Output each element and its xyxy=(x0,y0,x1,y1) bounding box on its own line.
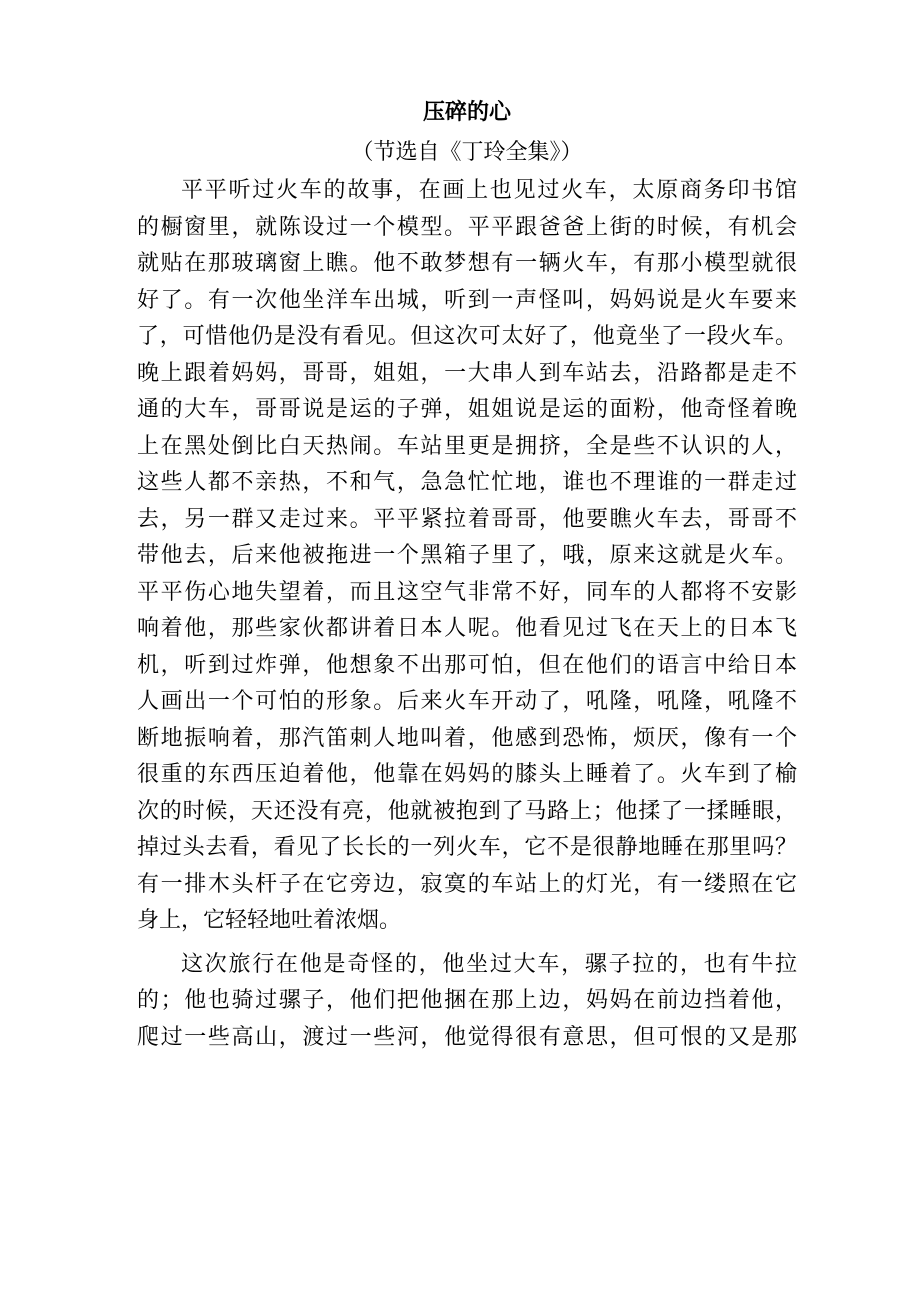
text-line: 掉过头去看，看见了长长的一列火车，它不是很静地睡在那里吗？ xyxy=(137,835,797,860)
text-line: 平平听过火车的故事，在画上也见过火车，太原商务印书馆 xyxy=(181,178,797,203)
text-line: 很重的东西压迫着他，他靠在妈妈的膝头上睡着了。火车到了榆 xyxy=(137,762,797,787)
document-title: 压碎的心 xyxy=(422,100,511,125)
text-line: 身上，它轻轻地吐着浓烟。 xyxy=(137,908,402,933)
text-line: 爬过一些高山，渡过一些河，他觉得很有意思，但可恨的又是那 xyxy=(137,1024,797,1050)
paragraph-gap xyxy=(137,940,797,947)
text-line: 这次旅行在他是奇怪的，他坐过大车，骡子拉的，也有牛拉 xyxy=(181,951,797,977)
paragraph-2 xyxy=(137,947,797,1057)
document-page xyxy=(137,93,797,1056)
text-line: 去，另一群又走过来。平平紧拉着哥哥，他要瞧火车去，哥哥不 xyxy=(137,506,797,532)
text-line: 响着他，那些家伙都讲着日本人呢。他看见过飞在天上的日本飞 xyxy=(137,616,797,641)
text-line: 这些人都不亲热，不和气，急急忙忙地，谁也不理谁的一群走过 xyxy=(137,470,797,495)
text-line: 好了。有一次他坐洋车出城，听到一声怪叫，妈妈说是火车要来 xyxy=(137,287,797,313)
text-line: 的橱窗里，就陈设过一个模型。平平跟爸爸上街的时候，有机会 xyxy=(137,214,797,240)
text-line: 机，听到过炸弹，他想象不出那可怕，但在他们的语言中给日本 xyxy=(137,652,797,678)
text-line: 平平伤心地失望着，而且这空气非常不好，同车的人都将不安影 xyxy=(137,579,797,605)
text-line: 次的时候，天还没有亮，他就被抱到了马路上；他揉了一揉睡眼， xyxy=(137,798,797,824)
text-line: 就贴在那玻璃窗上瞧。他不敢梦想有一辆火车，有那小模型就很 xyxy=(137,251,797,276)
document-subtitle: （节选自《丁玲全集》） xyxy=(351,140,583,165)
text-line: 带他去，后来他被拖进一个黑箱子里了，哦，原来这就是火车。 xyxy=(137,543,797,568)
paragraph-1 xyxy=(137,173,797,940)
text-line: 的；他也骑过骡子，他们把他捆在那上边，妈妈在前边挡着他， xyxy=(137,988,797,1013)
text-line: 断地振响着，那汽笛刺人地叫着，他感到恐怖，烦厌，像有一个 xyxy=(137,725,797,751)
text-line: 有一排木头杆子在它旁边，寂寞的车站上的灯光，有一缕照在它 xyxy=(137,871,797,897)
text-line: 通的大车，哥哥说是运的子弹，姐姐说是运的面粉，他奇怪着晚 xyxy=(137,397,797,422)
text-line: 了，可惜他仍是没有看见。但这次可太好了，他竟坐了一段火车。 xyxy=(137,324,797,349)
text-line: 晚上跟着妈妈，哥哥，姐姐，一大串人到车站去，沿路都是走不 xyxy=(137,360,797,386)
text-line: 人画出一个可怕的形象。后来火车开动了，吼隆，吼隆，吼隆不 xyxy=(137,689,797,714)
text-line: 上在黑处倒比白天热闹。车站里更是拥挤，全是些不认识的人， xyxy=(137,433,797,459)
